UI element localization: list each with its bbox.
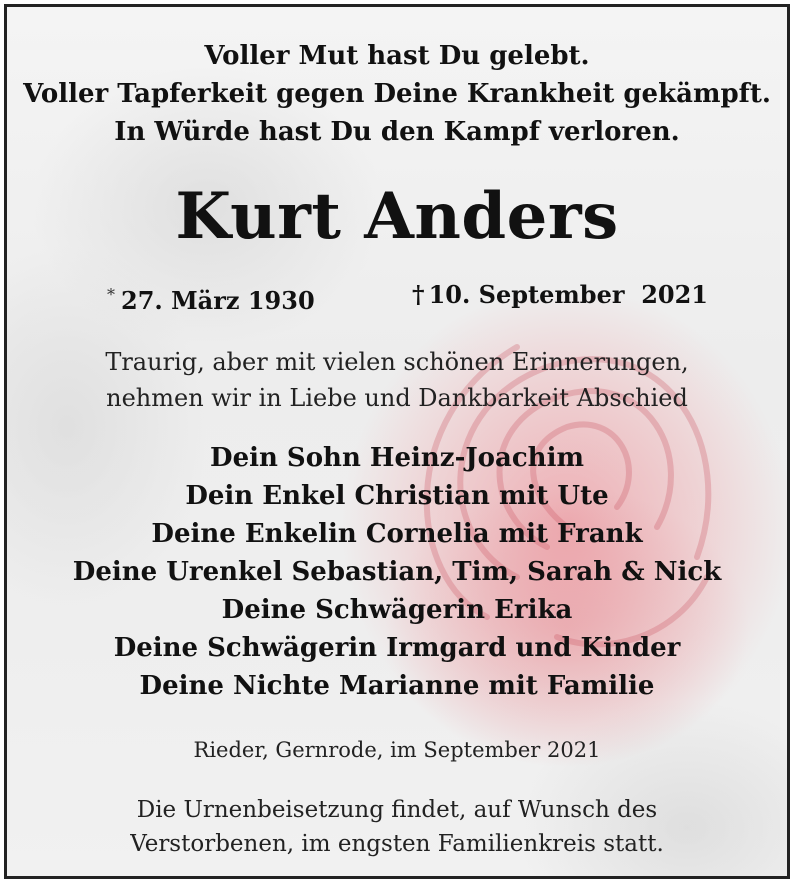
mourner-item: Deine Schwägerin Irmgard und Kinder [113, 633, 681, 663]
mourner-item: Deine Nichte Marianne mit Familie [139, 671, 655, 701]
opening-verse [7, 37, 787, 151]
intro-line: nehmen wir in Liebe und Dankbarkeit Abschied [106, 384, 688, 412]
farewell-intro [7, 344, 787, 416]
verse-line: Voller Tapferkeit gegen Deine Krankheit gekämpft. [23, 79, 771, 109]
life-dates [7, 279, 787, 315]
birth-date [107, 279, 315, 317]
intro-line: Traurig, aber mit vielen schönen Erinnerungen, [105, 348, 689, 376]
place-and-date: Rieder, Gernrode, im September 2021 [193, 738, 601, 762]
mourners-list [7, 439, 787, 705]
death-date-text: 10. September 2021 [428, 280, 709, 309]
deceased-name: Kurt Anders [175, 179, 619, 254]
obituary-card [4, 4, 790, 879]
notice-line: Verstorbenen, im engsten Familienkreis statt. [130, 831, 664, 857]
birth-date-text: 27. März 1930 [121, 286, 315, 315]
verse-line: Voller Mut hast Du gelebt. [204, 41, 590, 71]
death-cross-icon: † [412, 280, 425, 309]
verse-line: In Würde hast Du den Kampf verloren. [114, 117, 680, 147]
mourner-item: Dein Sohn Heinz-Joachim [210, 443, 584, 473]
birth-star-icon: * [107, 285, 115, 304]
mourner-item: Deine Enkelin Cornelia mit Frank [151, 519, 643, 549]
burial-notice [7, 793, 787, 861]
death-date [412, 279, 708, 311]
mourner-item: Dein Enkel Christian mit Ute [185, 481, 609, 511]
notice-line: Die Urnenbeisetzung findet, auf Wunsch des [136, 797, 658, 823]
mourner-item: Deine Schwägerin Erika [221, 595, 573, 625]
mourner-item: Deine Urenkel Sebastian, Tim, Sarah & Nick [72, 557, 722, 587]
